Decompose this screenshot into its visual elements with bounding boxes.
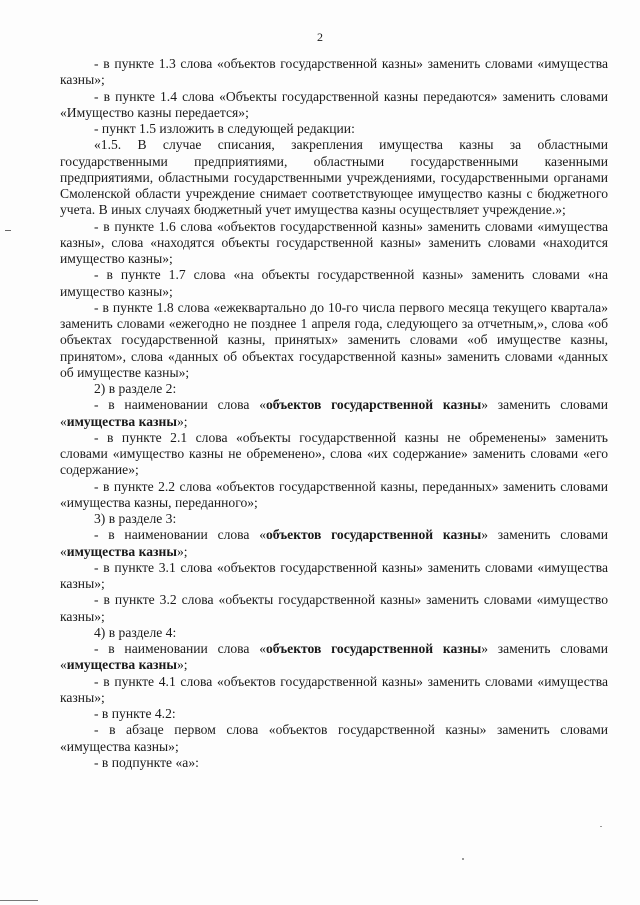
text-run: - в пункте 1.8 слова «ежеквартально до 10-го числа первого месяца текущего квартала» заменить словами «ежегодно не позднее 1 апреля года, следующего за отчетным,», слова «об объектах государственной казны, принятых» заменить словами «об имуществе казны, принятом», слова «данных об объектах государственной казны» заменить словами «данных об имуществе казны»; xyxy=(60,299,608,380)
paragraph xyxy=(60,674,608,707)
text-run: » заменить словами « xyxy=(60,641,608,673)
bold-text-run: имущества казны xyxy=(66,413,177,429)
paragraph xyxy=(60,755,608,771)
bold-text-run: объектов государственной казны xyxy=(266,527,482,543)
paragraph xyxy=(60,430,608,479)
text-run: - в пункте 1.4 слова «Объекты государственной казны передаются» заменить словами «Имущество казны передается»; xyxy=(60,88,608,120)
text-run: «1.5. В случае списания, закрепления имущества казны за областными государственными предприятиями, областными государственными казенными предприятиями, областными государственными учреждениями, государственными органами Смоленской области учреждение снимает соответствующее имущество казны с бюджетного учета. В иных случаях бюджетный учет имущества казны осуществляет учреждение.»; xyxy=(60,137,608,218)
paragraph xyxy=(60,219,608,268)
bold-text-run: имущества казны xyxy=(66,657,177,673)
paragraph xyxy=(60,592,608,625)
paragraph xyxy=(60,137,608,218)
text-run: »; xyxy=(176,543,188,559)
paragraph xyxy=(60,267,608,300)
text-run: 4) в разделе 4: xyxy=(94,624,177,640)
text-run: - в наименовании слова « xyxy=(94,641,266,656)
text-run: - в пункте 4.1 слова «объектов государственной казны» заменить словами «имущества казны»; xyxy=(60,673,608,705)
text-run: - в пункте 1.7 слова «на объекты государственной казны» заменить словами «на имущество казны»; xyxy=(60,267,608,299)
text-run: - в пункте 1.3 слова «объектов государственной казны» заменить словами «имущества казны»; xyxy=(60,56,608,88)
paragraph xyxy=(60,56,608,89)
text-run: » заменить словами « xyxy=(60,397,608,429)
bold-text-run: объектов государственной казны xyxy=(266,641,482,656)
text-run: - в наименовании слова « xyxy=(94,397,266,413)
text-run: - в пункте 3.2 слова «объекты государственной казны» заменить словами «имущество казны»; xyxy=(60,592,608,624)
text-run: - пункт 1.5 изложить в следующей редакции: xyxy=(94,121,355,136)
text-run: - в пункте 1.6 слова «объектов государственной казны» заменить словами «имущества казны», слова «находятся объекты государственной казны» заменить словами «находится имущество казны»; xyxy=(60,218,608,266)
margin-mark xyxy=(5,230,11,231)
text-run: - в пункте 4.2: xyxy=(94,706,176,721)
page-number: 2 xyxy=(317,30,323,44)
paragraph xyxy=(60,511,608,527)
text-run: - в пункте 2.2 слова «объектов государственной казны, переданных» заменить словами «имущества казны, переданного»; xyxy=(60,478,608,510)
document-body xyxy=(60,56,608,771)
paragraph xyxy=(60,625,608,641)
text-run: - в наименовании слова « xyxy=(94,527,266,543)
paragraph xyxy=(60,641,608,674)
text-run: - в пункте 3.1 слова «объектов государственной казны» заменить словами «имущества казны»; xyxy=(60,559,608,591)
text-run: - в подпункте «а»: xyxy=(94,754,199,770)
scan-speck xyxy=(600,826,602,827)
bold-text-run: объектов государственной казны xyxy=(266,397,482,413)
paragraph xyxy=(60,560,608,593)
paragraph xyxy=(60,300,608,381)
paragraph xyxy=(60,527,608,560)
paragraph xyxy=(60,121,608,137)
paragraph xyxy=(60,722,608,755)
scan-speck xyxy=(462,858,464,860)
text-run: - в абзаце первом слова «объектов государственной казны» заменить словами «имущества казны»; xyxy=(60,722,608,754)
paragraph xyxy=(60,381,608,397)
text-run: 2) в разделе 2: xyxy=(94,381,177,396)
footer-rule xyxy=(0,900,38,901)
text-run: »; xyxy=(176,657,188,673)
text-run: 3) в разделе 3: xyxy=(94,511,177,526)
bold-text-run: имущества казны xyxy=(66,543,177,559)
text-run: »; xyxy=(176,413,188,429)
paragraph xyxy=(60,397,608,430)
paragraph xyxy=(60,706,608,722)
text-run: - в пункте 2.1 слова «объекты государственной казны не обременены» заменить словами «имущество казны не обременено», слова «их содержание» заменить словами «его содержание»; xyxy=(60,429,608,478)
paragraph xyxy=(60,89,608,122)
text-run: » заменить словами « xyxy=(60,527,608,559)
paragraph xyxy=(60,479,608,512)
